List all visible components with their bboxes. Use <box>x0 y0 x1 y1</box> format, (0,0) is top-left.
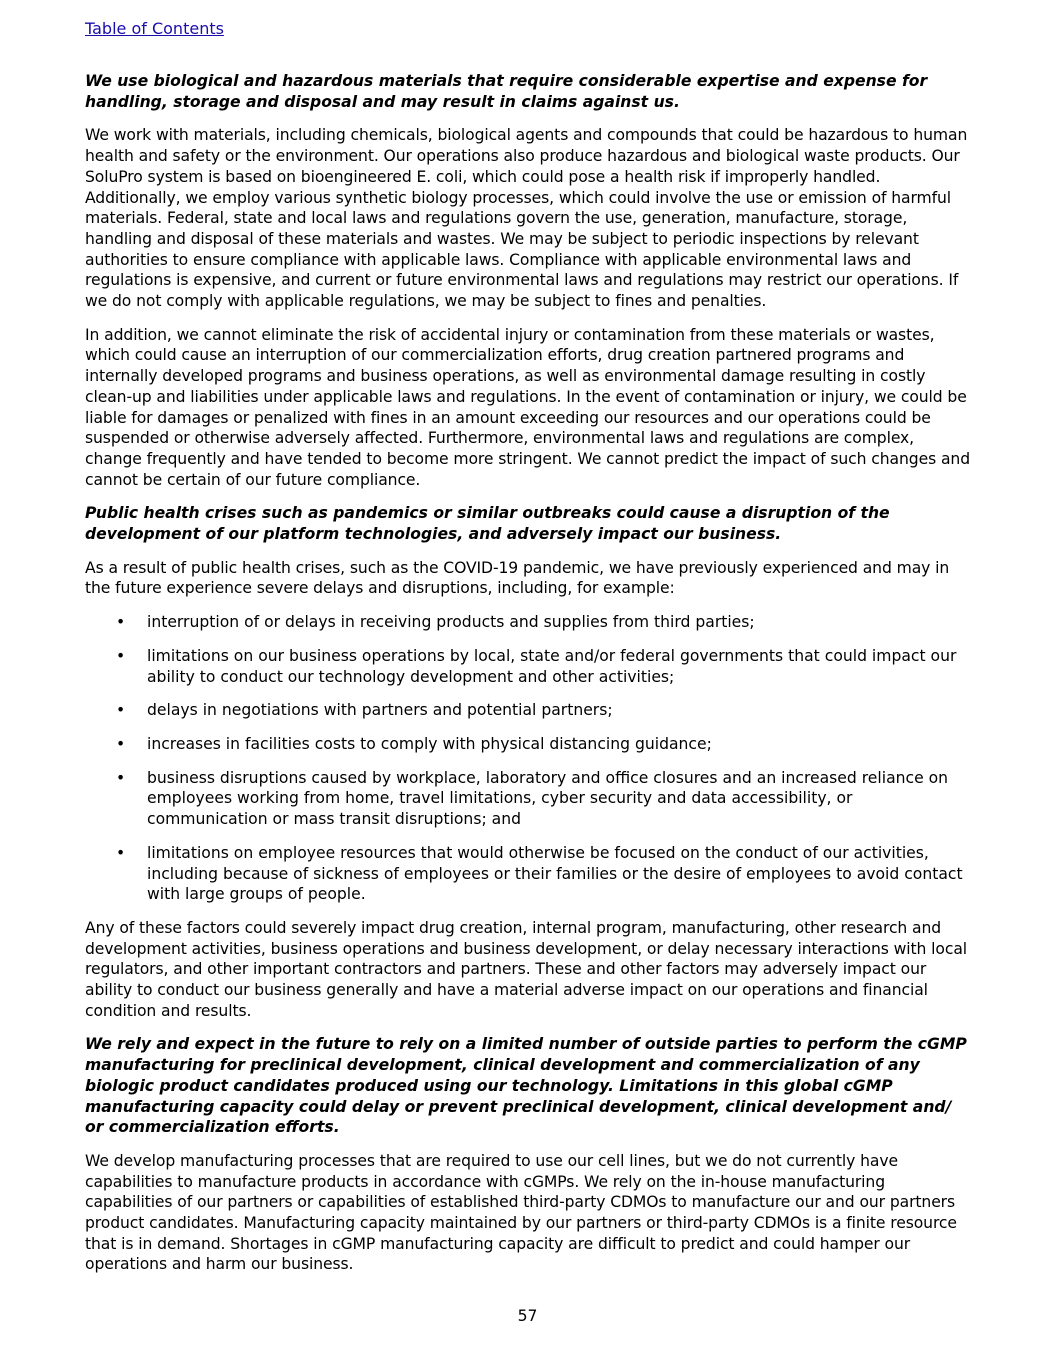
list-item <box>85 843 975 905</box>
paragraph-hazardous-1: We work with materials, including chemicals, biological agents and compounds that could be hazardous to human health and safety or the environment. Our operations also produce hazardous and biological waste products. Our SoluPro system is based on bioengineered E. coli, which could pose a health risk if improperly handled. Additionally, we employ various synthetic biology processes, which could involve the use or emission of harmful materials. Federal, state and local laws and regulations govern the use, generation, manufacture, storage, handling and disposal of these materials and wastes. We may be subject to periodic inspections by relevant authorities to ensure compliance with applicable laws. Compliance with applicable environmental laws and regulations is expensive, and current or future environmental laws and regulations may restrict our operations. If we do not comply with applicable regulations, we may be subject to fines and penalties. <box>85 126 968 311</box>
list-item <box>85 612 975 633</box>
document-page <box>85 18 975 1288</box>
bullet-icon: • <box>116 768 126 787</box>
disruption-bullet-list <box>85 612 975 905</box>
page-number: 57 <box>517 1307 538 1325</box>
list-item <box>85 768 975 830</box>
bullet-icon: • <box>116 613 126 632</box>
list-item-text: interruption of or delays in receiving products and supplies from third parties; <box>147 613 755 632</box>
bullet-icon: • <box>116 843 126 862</box>
bullet-icon: • <box>116 701 126 720</box>
list-item-text: business disruptions caused by workplace, laboratory and office closures and an increased reliance on employees working from home, travel limitations, cyber security and data accessibility, or communication or mass transit disruptions; and <box>147 768 949 829</box>
paragraph-manufacturing: We develop manufacturing processes that are required to use our cell lines, but we do not currently have capabilities to manufacture products in accordance with cGMPs. We rely on the in-house manufacturing capabilities of our partners or capabilities of established third-party CDMOs to manufacture our and our partners product candidates. Manufacturing capacity maintained by our partners or third-party CDMOs is a finite resource that is in demand. Shortages in cGMP manufacturing capacity are difficult to predict and could hamper our operations and harm our business. <box>85 1151 957 1274</box>
list-item-text: increases in facilities costs to comply with physical distancing guidance; <box>147 734 712 753</box>
bullet-icon: • <box>116 646 126 665</box>
risk-heading-public-health: Public health crises such as pandemics or similar outbreaks could cause a disruption of the development of our platform technologies, and adversely impact our business. <box>85 504 890 544</box>
list-item-text: limitations on employee resources that would otherwise be focused on the conduct of our activities, including because of sickness of employees or their families or the desire of employees to avoid contact with large groups of people. <box>147 843 963 904</box>
table-of-contents-link[interactable]: Table of Contents <box>85 19 224 38</box>
spacer <box>85 40 975 71</box>
list-item <box>85 734 975 755</box>
paragraph-pandemic-closing: Any of these factors could severely impact drug creation, internal program, manufacturing, other research and development activities, business operations and business development, or delay necessary interactions with local regulators, and other important contractors and partners. These and other factors may adversely impact our ability to conduct our business generally and have a material adverse impact on our operations and financial condition and results. <box>85 918 968 1020</box>
risk-heading-cgmp-manufacturing: We rely and expect in the future to rely on a limited number of outside parties to perform the cGMP manufacturing for preclinical development, clinical development and commercialization of any biologic product candidates produced using our technology. Limitations in this global cGMP manufacturing capacity could delay or prevent preclinical development, clinical development and/ or commercialization efforts. <box>85 1035 967 1137</box>
bullet-icon: • <box>116 734 126 753</box>
list-item-text: delays in negotiations with partners and potential partners; <box>147 701 613 720</box>
paragraph-pandemic-intro: As a result of public health crises, such as the COVID-19 pandemic, we have previously experienced and may in the future experience severe delays and disruptions, including, for example: <box>85 558 950 598</box>
list-item-text: limitations on our business operations by local, state and/or federal governments that could impact our ability to conduct our technology development and other activities; <box>147 646 957 686</box>
risk-heading-hazardous-materials: We use biological and hazardous materials that require considerable expertise and expense for handling, storage and disposal and may result in claims against us. <box>85 72 928 111</box>
list-item <box>85 700 975 721</box>
list-item <box>85 646 975 687</box>
paragraph-hazardous-2: In addition, we cannot eliminate the risk of accidental injury or contamination from these materials or wastes, which could cause an interruption of our commercialization efforts, drug creation partnered programs and internally developed programs and business operations, as well as environmental damage resulting in costly clean-up and liabilities under applicable laws and regulations. In the event of contamination or injury, we could be liable for damages or penalized with fines in an amount exceeding our resources and our operations could be suspended or otherwise adversely affected. Furthermore, environmental laws and regulations are complex, change frequently and have tended to become more stringent. We cannot predict the impact of such changes and cannot be certain of our future compliance. <box>85 325 970 489</box>
